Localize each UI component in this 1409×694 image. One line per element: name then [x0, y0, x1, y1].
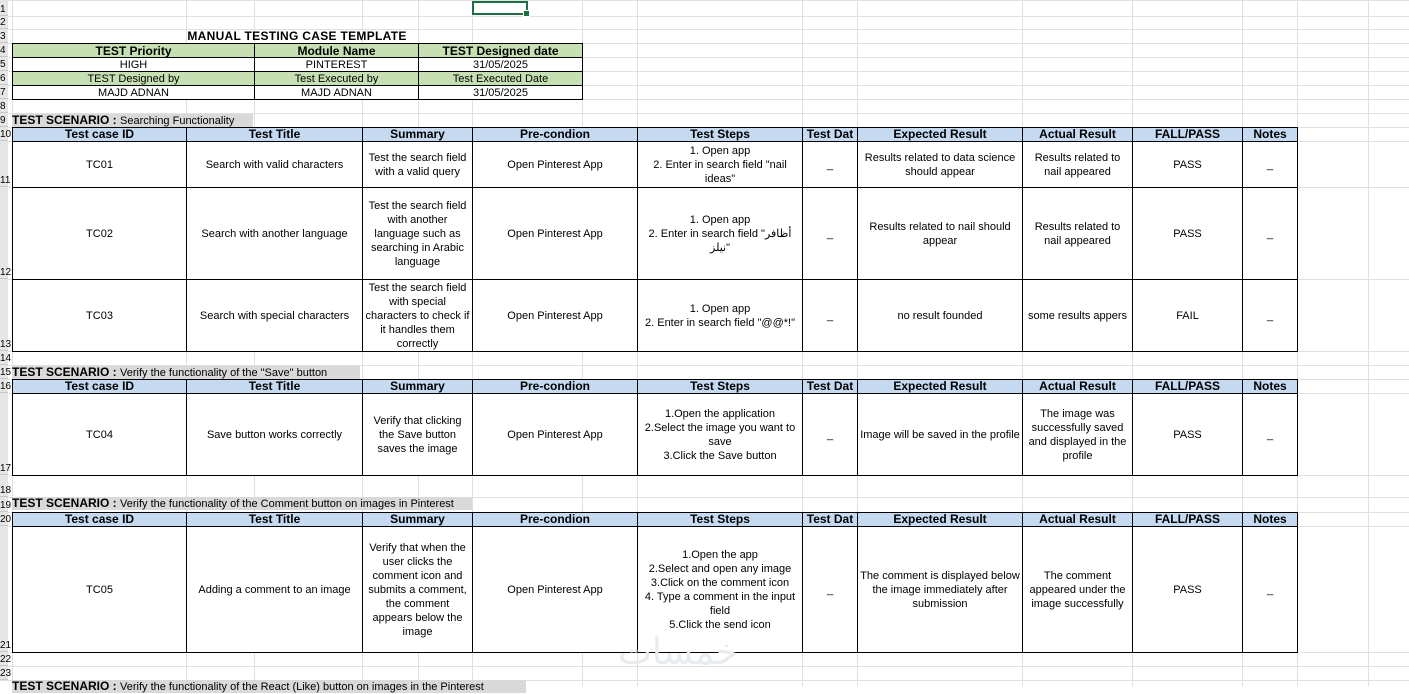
cell-notes[interactable]: [1242, 187, 1298, 280]
row-header[interactable]: 19: [0, 497, 8, 512]
test-scenario-text: Verify the functionality of the React (Like) button on images in the Pinterest: [120, 681, 484, 693]
cell-data[interactable]: [802, 393, 858, 476]
row-header[interactable]: 14: [0, 353, 12, 364]
column-header-test-case-id[interactable]: [12, 379, 187, 394]
row-header[interactable]: 3: [0, 29, 8, 43]
column-header-summary[interactable]: [362, 127, 473, 142]
row-header[interactable]: 16: [0, 381, 12, 392]
executed-by-label-text: Test Executed by: [294, 72, 379, 85]
cell-steps[interactable]: [637, 141, 803, 188]
cell-status-text: FAIL: [1176, 309, 1199, 322]
cell-id[interactable]: [12, 187, 187, 280]
cell-status[interactable]: [1132, 279, 1243, 352]
designed-by-label-text: TEST Designed by: [87, 72, 180, 85]
row-header[interactable]: 13: [0, 279, 8, 351]
cell-actual[interactable]: [1022, 393, 1133, 476]
row-header[interactable]: 17: [0, 393, 8, 475]
cell-steps-text: 1.Open the app 2.Select and open any image 3.Click on the comment icon 4. Type a comment in the input field 5.Click the send icon: [644, 548, 796, 631]
cell-title-text: Search with another language: [201, 227, 348, 240]
cell-title[interactable]: [186, 526, 363, 653]
cell-pre[interactable]: [472, 187, 638, 280]
row-header[interactable]: 2: [0, 16, 8, 29]
cell-status[interactable]: [1132, 393, 1243, 476]
column-header-fall-pass-text: FALL/PASS: [1154, 379, 1221, 393]
row-header[interactable]: 20: [0, 514, 12, 525]
cell-status[interactable]: [1132, 526, 1243, 653]
column-header-test-dat[interactable]: [802, 379, 858, 394]
watermark-logo: خمسات: [618, 632, 739, 673]
column-header-expected-result[interactable]: [857, 127, 1023, 142]
cell-actual-text: The image was successfully saved and displayed in the profile: [1028, 407, 1127, 462]
executed-date-label-text: Test Executed Date: [452, 72, 549, 85]
column-header-pre-condion[interactable]: [472, 127, 638, 142]
column-header-actual-result[interactable]: [1022, 512, 1133, 527]
column-header-expected-result-text: Expected Result: [893, 127, 987, 141]
cell-expected[interactable]: [857, 141, 1023, 188]
cell-pre[interactable]: [472, 393, 638, 476]
column-header-actual-result-text: Actual Result: [1039, 127, 1116, 141]
column-header-pre-condion-text: Pre-condion: [519, 512, 590, 526]
cell-summary-text: Verify that clicking the Save button saves the image: [373, 414, 462, 455]
cell-id[interactable]: [12, 393, 187, 476]
selected-cell[interactable]: [472, 1, 528, 15]
column-header-summary-text: Summary: [390, 512, 445, 526]
row-header[interactable]: 9: [0, 113, 8, 127]
column-header-test-dat-text: Test Dat: [806, 127, 854, 141]
executed-by-value[interactable]: [254, 85, 419, 100]
row-header[interactable]: 5: [0, 57, 8, 71]
cell-data-text: _: [826, 309, 834, 322]
test-priority-label-text: TEST Priority: [95, 43, 172, 58]
column-header-actual-result[interactable]: [1022, 127, 1133, 142]
cell-title-text: Search with special characters: [199, 309, 350, 322]
module-name-value[interactable]: [254, 57, 419, 72]
test-scenario-label: TEST SCENARIO :: [12, 365, 121, 379]
test-priority-value[interactable]: [12, 57, 255, 72]
test-scenario-label: TEST SCENARIO :: [12, 113, 121, 127]
row-header[interactable]: 7: [0, 85, 8, 99]
column-header-test-steps[interactable]: [637, 379, 803, 394]
cell-summary-text: Test the search field with special characters to check if it handles them correctly: [365, 281, 470, 350]
cell-notes-text: _: [1266, 428, 1274, 441]
cell-id-text: TC03: [86, 309, 113, 322]
cell-data-text: _: [826, 158, 834, 171]
column-header-test-title-text: Test Title: [248, 512, 301, 526]
test-scenario-label: TEST SCENARIO :: [12, 679, 121, 693]
cell-id[interactable]: [12, 526, 187, 653]
cell-status-text: PASS: [1173, 158, 1202, 171]
cell-title[interactable]: [186, 141, 363, 188]
column-header-notes[interactable]: [1242, 379, 1298, 394]
cell-actual-text: Results related to nail appeared: [1034, 220, 1121, 247]
module-name-label-text: Module Name: [297, 43, 376, 58]
cell-steps[interactable]: [637, 279, 803, 352]
column-header-test-title-text: Test Title: [248, 127, 301, 141]
executed-date-value[interactable]: [418, 85, 583, 100]
column-header-test-case-id[interactable]: [12, 512, 187, 527]
column-header-test-steps[interactable]: [637, 127, 803, 142]
row-header[interactable]: 1: [0, 0, 8, 16]
row-header[interactable]: 6: [0, 71, 8, 85]
column-header-test-steps[interactable]: [637, 512, 803, 527]
column-header-fall-pass-text: FALL/PASS: [1154, 512, 1221, 526]
cell-pre-text: Open Pinterest App: [507, 428, 603, 441]
column-header-expected-result[interactable]: [857, 379, 1023, 394]
module-name-label[interactable]: [254, 43, 419, 58]
row-header[interactable]: 23: [0, 668, 12, 679]
column-header-test-case-id-text: Test case ID: [64, 379, 135, 393]
cell-id[interactable]: [12, 141, 187, 188]
column-header-notes[interactable]: [1242, 127, 1298, 142]
column-header-notes-text: Notes: [1253, 379, 1287, 393]
column-header-summary-text: Summary: [390, 379, 445, 393]
cell-pre-text: Open Pinterest App: [507, 583, 603, 596]
column-header-test-title-text: Test Title: [248, 379, 301, 393]
cell-notes[interactable]: [1242, 526, 1298, 653]
column-header-pre-condion[interactable]: [472, 512, 638, 527]
cell-data[interactable]: [802, 279, 858, 352]
row-header[interactable]: 10: [0, 129, 12, 140]
cell-pre-text: Open Pinterest App: [507, 227, 603, 240]
cell-expected-text: no result founded: [897, 309, 983, 322]
column-header-fall-pass-text: FALL/PASS: [1154, 127, 1221, 141]
cell-expected-text: The comment is displayed below the image immediately after submission: [860, 569, 1020, 610]
cell-status-text: PASS: [1173, 227, 1202, 240]
cell-data-text: _: [826, 428, 834, 441]
designed-date-value[interactable]: [418, 57, 583, 72]
column-header-pre-condion[interactable]: [472, 379, 638, 394]
cell-status[interactable]: [1132, 141, 1243, 188]
module-name-value-text: PINTEREST: [305, 58, 368, 71]
column-header-test-title[interactable]: [186, 512, 363, 527]
test-priority-label[interactable]: [12, 43, 255, 58]
column-header-summary[interactable]: [362, 512, 473, 527]
test-scenario-text: Verify the functionality of the "Save" button: [120, 367, 328, 379]
cell-summary[interactable]: [362, 526, 473, 653]
column-header-test-steps-text: Test Steps: [690, 127, 750, 141]
fill-handle[interactable]: [523, 10, 530, 17]
executed-by-value-text: MAJD ADNAN: [301, 86, 372, 99]
row-header[interactable]: 11: [0, 141, 8, 187]
cell-pre[interactable]: [472, 141, 638, 188]
column-header-test-case-id-text: Test case ID: [64, 127, 135, 141]
cell-summary-text: Test the search field with a valid query: [368, 151, 467, 178]
cell-data[interactable]: [802, 187, 858, 280]
cell-title-text: Adding a comment to an image: [198, 583, 351, 596]
column-header-notes-text: Notes: [1253, 127, 1287, 141]
cell-status[interactable]: [1132, 187, 1243, 280]
column-header-actual-result[interactable]: [1022, 379, 1133, 394]
cell-expected-text: Results related to nail should appear: [869, 220, 1011, 247]
sheet-title: MANUAL TESTING CASE TEMPLATE: [187, 29, 407, 43]
row-header[interactable]: 18: [0, 475, 8, 497]
cell-pre-text: Open Pinterest App: [507, 309, 603, 322]
cell-expected-text: Results related to data science should appear: [864, 151, 1016, 178]
column-header-expected-result-text: Expected Result: [893, 379, 987, 393]
cell-expected[interactable]: [857, 526, 1023, 653]
cell-notes-text: _: [1266, 227, 1274, 240]
cell-steps-text: 1. Open app 2. Enter in search field "@@*!": [645, 302, 795, 329]
test-priority-value-text: HIGH: [119, 58, 148, 71]
cell-actual[interactable]: [1022, 526, 1133, 653]
column-header-test-dat-text: Test Dat: [806, 512, 854, 526]
designed-date-label[interactable]: [418, 43, 583, 58]
designed-date-value-text: 31/05/2025: [472, 58, 529, 71]
cell-steps-text: 1. Open app 2. Enter in search field "أظافر نيلز": [648, 213, 792, 254]
test-scenario-banner[interactable]: [12, 366, 360, 379]
test-scenario-banner[interactable]: [12, 497, 472, 510]
cell-status-text: PASS: [1173, 428, 1202, 441]
cell-summary[interactable]: [362, 393, 473, 476]
cell-expected-text: Image will be saved in the profile: [860, 428, 1020, 441]
cell-expected[interactable]: [857, 187, 1023, 280]
test-scenario-text: Searching Functionality: [120, 115, 235, 127]
column-header-test-steps-text: Test Steps: [690, 512, 750, 526]
column-header-test-title[interactable]: [186, 379, 363, 394]
row-header[interactable]: 12: [0, 187, 8, 279]
cell-summary-text: Test the search field with another language such as searching in Arabic language: [368, 199, 467, 268]
designed-by-value[interactable]: [12, 85, 255, 100]
cell-summary[interactable]: [362, 187, 473, 280]
column-header-fall-pass[interactable]: [1132, 127, 1243, 142]
row-header[interactable]: 21: [0, 526, 8, 652]
cell-expected[interactable]: [857, 279, 1023, 352]
designed-by-label[interactable]: [12, 71, 255, 86]
column-header-test-dat[interactable]: [802, 127, 858, 142]
row-header[interactable]: 4: [0, 43, 8, 57]
cell-title[interactable]: [186, 187, 363, 280]
column-header-expected-result[interactable]: [857, 512, 1023, 527]
cell-status-text: PASS: [1173, 583, 1202, 596]
executed-by-label[interactable]: [254, 71, 419, 86]
column-header-test-title[interactable]: [186, 127, 363, 142]
cell-notes[interactable]: [1242, 141, 1298, 188]
cell-steps[interactable]: [637, 187, 803, 280]
executed-date-value-text: 31/05/2025: [472, 86, 529, 99]
cell-pre-text: Open Pinterest App: [507, 158, 603, 171]
cell-summary[interactable]: [362, 141, 473, 188]
cell-title-text: Search with valid characters: [205, 158, 344, 171]
cell-actual[interactable]: [1022, 279, 1133, 352]
cell-id-text: TC05: [86, 583, 113, 596]
cell-notes-text: _: [1266, 158, 1274, 171]
executed-date-label[interactable]: [418, 71, 583, 86]
cell-steps-text: 1.Open the application 2.Select the image you want to save 3.Click the Save button: [644, 407, 796, 462]
row-header[interactable]: 15: [0, 367, 12, 378]
designed-by-value-text: MAJD ADNAN: [98, 86, 169, 99]
cell-title[interactable]: [186, 393, 363, 476]
cell-actual[interactable]: [1022, 141, 1133, 188]
cell-notes[interactable]: [1242, 393, 1298, 476]
column-header-test-dat[interactable]: [802, 512, 858, 527]
cell-steps[interactable]: [637, 393, 803, 476]
cell-summary[interactable]: [362, 279, 473, 352]
column-header-notes[interactable]: [1242, 512, 1298, 527]
row-header[interactable]: 8: [0, 99, 8, 113]
column-header-expected-result-text: Expected Result: [893, 512, 987, 526]
cell-id-text: TC01: [86, 158, 113, 171]
cell-id[interactable]: [12, 279, 187, 352]
column-header-test-steps-text: Test Steps: [690, 379, 750, 393]
cell-data-text: _: [826, 227, 834, 240]
test-scenario-label: TEST SCENARIO :: [12, 496, 121, 510]
cell-steps-text: 1. Open app 2. Enter in search field "nail ideas": [653, 144, 787, 185]
cell-actual-text: some results appers: [1027, 309, 1128, 322]
column-header-actual-result-text: Actual Result: [1039, 512, 1116, 526]
cell-data-text: _: [826, 583, 834, 596]
cell-summary-text: Verify that when the user clicks the comment icon and submits a comment, the comment appears below the image: [368, 541, 467, 638]
column-header-summary-text: Summary: [390, 127, 445, 141]
designed-date-label-text: TEST Designed date: [442, 43, 559, 58]
test-scenario-text: Verify the functionality of the Comment button on images in Pinterest: [120, 498, 454, 510]
test-scenario-banner[interactable]: [12, 114, 253, 127]
column-header-test-dat-text: Test Dat: [806, 379, 854, 393]
row-header[interactable]: 22: [0, 654, 12, 665]
cell-pre[interactable]: [472, 279, 638, 352]
column-header-test-case-id-text: Test case ID: [64, 512, 135, 526]
cell-notes-text: _: [1266, 583, 1274, 596]
cell-title[interactable]: [186, 279, 363, 352]
cell-pre[interactable]: [472, 526, 638, 653]
cell-actual-text: The comment appeared under the image successfully: [1029, 569, 1126, 610]
column-header-pre-condion-text: Pre-condion: [519, 127, 590, 141]
cell-notes[interactable]: [1242, 279, 1298, 352]
column-header-notes-text: Notes: [1253, 512, 1287, 526]
cell-actual-text: Results related to nail appeared: [1034, 151, 1121, 178]
cell-actual[interactable]: [1022, 187, 1133, 280]
column-header-fall-pass[interactable]: [1132, 379, 1243, 394]
cell-title-text: Save button works correctly: [206, 428, 343, 441]
column-header-test-case-id[interactable]: [12, 127, 187, 142]
column-header-actual-result-text: Actual Result: [1039, 379, 1116, 393]
column-header-summary[interactable]: [362, 379, 473, 394]
cell-id-text: TC04: [86, 428, 113, 441]
cell-expected[interactable]: [857, 393, 1023, 476]
test-scenario-banner[interactable]: [12, 680, 526, 693]
cell-data[interactable]: [802, 141, 858, 188]
cell-notes-text: _: [1266, 309, 1274, 322]
cell-id-text: TC02: [86, 227, 113, 240]
cell-data[interactable]: [802, 526, 858, 653]
column-header-fall-pass[interactable]: [1132, 512, 1243, 527]
column-header-pre-condion-text: Pre-condion: [519, 379, 590, 393]
